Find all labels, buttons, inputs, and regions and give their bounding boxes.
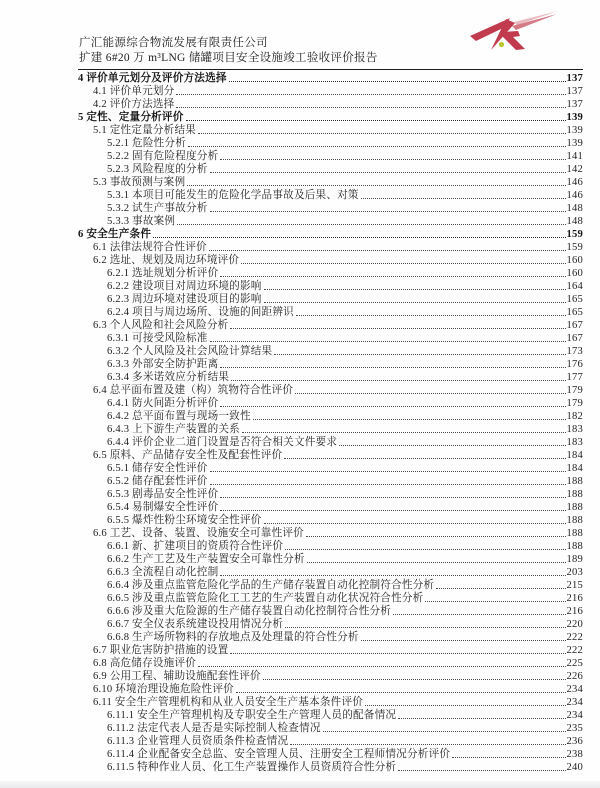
toc-entry (78, 163, 583, 176)
company-name: 广汇能源综合物流发展有限责任公司 (79, 37, 268, 49)
toc-dot-leader (230, 328, 565, 329)
toc-entry (78, 631, 583, 644)
toc-dot-leader (284, 458, 565, 459)
toc-entry-label: 5 定性、定量分析评价 (78, 112, 184, 123)
toc-entry-label: 6.4.3 上下游生产装置的关系 (107, 424, 240, 435)
toc-entry-page: 165 (566, 294, 583, 305)
toc-entry (78, 514, 583, 527)
toc-dot-leader (220, 575, 565, 576)
toc-entry-label: 6.6.3 全流程自动化控制 (107, 567, 219, 578)
toc-dot-leader (198, 666, 565, 667)
toc-entry-label: 6.5.1 储存安全性评价 (107, 463, 208, 474)
toc-entry-label: 6.5.4 易制爆安全性评价 (107, 502, 219, 513)
toc-entry (78, 137, 583, 150)
toc-entry-label: 6.3 个人风险和社会风险分析 (93, 320, 229, 331)
toc-dot-leader (274, 354, 565, 355)
toc-entry-label: 6.4 总平面布置及建（构）筑物符合性评价 (93, 385, 294, 396)
toc-entry-label: 6.5.2 储存配套性评价 (107, 476, 208, 487)
toc-entry-label: 5.3.1 本项目可能发生的危险化学品事故及后果、对策 (107, 190, 359, 201)
toc-entry-page: 216 (566, 606, 583, 617)
toc-entry-label: 6.6 工艺、设备、装置、设施安全可靠性评价 (93, 528, 304, 539)
toc-entry-page: 222 (566, 632, 583, 643)
toc-entry (78, 722, 583, 735)
toc-entry (78, 735, 583, 748)
toc-entry (78, 644, 583, 657)
toc-entry-page: 164 (566, 281, 583, 292)
toc-entry-label: 5.3.3 事故案例 (107, 216, 176, 227)
toc-entry-label: 6.2 选址、规划及周边环境评价 (93, 255, 240, 266)
toc-entry (78, 358, 583, 371)
toc-entry (78, 579, 583, 592)
toc-entry (78, 319, 583, 332)
toc-entry-label: 6.5.5 爆炸性粉尘环境安全性评价 (107, 515, 262, 526)
toc-entry (78, 410, 583, 423)
toc-dot-leader (209, 250, 566, 251)
toc-entry (78, 553, 583, 566)
toc-entry-page: 177 (566, 372, 583, 383)
toc-dot-leader (176, 107, 565, 108)
toc-entry-label: 6.7 职业危害防护措施的设置 (93, 645, 229, 656)
toc-entry (78, 618, 583, 631)
toc-entry-label: 6.9 公用工程、辅助设施配套性评价 (93, 671, 261, 682)
toc-entry-page: 188 (566, 502, 583, 513)
toc-entry-page: 234 (566, 697, 583, 708)
toc-entry-label: 6.4.4 评价企业二道门设置是否符合相关文件要求 (107, 437, 338, 448)
toc-entry-page: 182 (566, 411, 583, 422)
toc-entry (78, 670, 583, 683)
toc-entry-page: 173 (566, 346, 583, 357)
toc-entry-page: 137 (566, 86, 583, 97)
toc-entry-label: 6.5 原料、产品储存安全性及配套性评价 (93, 450, 283, 461)
toc-entry-label: 6.1 法律法规符合性评价 (93, 242, 207, 253)
toc-entry-page: 148 (566, 216, 583, 227)
toc-dot-leader (452, 757, 565, 758)
toc-dot-leader (242, 432, 566, 433)
toc-entry (78, 488, 583, 501)
toc-dot-leader (210, 484, 566, 485)
toc-entry-label: 5.2.1 危险性分析 (107, 138, 187, 149)
toc-dot-leader (264, 289, 566, 290)
toc-entry (78, 748, 583, 761)
toc-entry (78, 267, 583, 280)
toc-entry-label: 5.3 事故预测与案例 (93, 177, 186, 188)
toc-entry-page: 179 (566, 398, 583, 409)
report-title: 扩建 6#20 万 m³LNG 储罐项目安全设施竣工验收评价报告 (79, 52, 378, 64)
toc-dot-leader (264, 523, 566, 524)
toc-entry-label: 6.2.3 周边环境对建设项目的影响 (107, 294, 262, 305)
toc-entry-page: 137 (566, 99, 583, 110)
toc-entry-label: 6 安全生产条件 (78, 229, 152, 240)
toc-entry-page: 234 (566, 710, 583, 721)
toc-entry-page: 220 (566, 619, 583, 630)
toc-entry-page: 226 (566, 671, 583, 682)
toc-dot-leader (186, 120, 566, 121)
toc-entry-page: 167 (566, 333, 583, 344)
toc-entry (78, 280, 583, 293)
toc-entry (78, 527, 583, 540)
toc-entry-page: 188 (566, 528, 583, 539)
toc-entry-label: 6.2.2 建设项目对周边环境的影响 (107, 281, 262, 292)
toc-entry-label: 5.1 定性定量分析结果 (93, 125, 197, 136)
toc-dot-leader (425, 601, 565, 602)
toc-entry-label: 6.11.2 法定代表人是否是实际控制人检查情况 (107, 723, 321, 734)
toc-entry-page: 148 (566, 203, 583, 214)
toc-entry (78, 696, 583, 709)
toc-dot-leader (285, 627, 565, 628)
toc-entry-page: 160 (566, 255, 583, 266)
toc-dot-leader (253, 419, 566, 420)
toc-entry-page: 188 (566, 541, 583, 552)
toc-entry-label: 6.6.5 涉及重点监管危险化工工艺的生产装置自动化状况符合性分析 (107, 593, 424, 604)
toc-entry-label: 6.8 高危储存设施评价 (93, 658, 197, 669)
toc-entry-page: 165 (566, 307, 583, 318)
toc-entry-label: 6.4.2 总平面布置与现场一致性 (107, 411, 251, 422)
toc-entry-label: 5.2.2 固有危险程度分析 (107, 151, 219, 162)
toc-entry-page: 139 (566, 112, 583, 123)
toc-dot-leader (236, 692, 566, 693)
toc-dot-leader (339, 445, 565, 446)
toc-entry-label: 6.10 环境治理设施危险性评价 (93, 684, 234, 695)
toc-entry-page: 146 (566, 177, 583, 188)
toc-dot-leader (188, 146, 565, 147)
header-divider (78, 69, 583, 70)
toc-entry (78, 566, 583, 579)
toc-entry-page: 167 (566, 320, 583, 331)
toc-entry (78, 72, 583, 85)
toc-entry-label: 6.6.6 涉及重大危险源的生产储存装置自动化控制符合性分析 (107, 606, 392, 617)
toc-entry-page: 160 (566, 268, 583, 279)
toc-entry-page: 183 (566, 424, 583, 435)
toc-entry-label: 6.11.3 企业管理人员资质条件检查情况 (107, 736, 289, 747)
toc-dot-leader (365, 705, 565, 706)
toc-dot-leader (176, 94, 565, 95)
toc-entry-page: 159 (566, 229, 583, 240)
toc-entry (78, 761, 583, 774)
toc-entry (78, 436, 583, 449)
toc-dot-leader (220, 276, 565, 277)
toc-entry (78, 657, 583, 670)
toc-dot-leader (436, 588, 565, 589)
toc-entry-label: 6.6.7 安全仪表系统建设投用情况分析 (107, 619, 284, 630)
table-of-contents (78, 72, 583, 774)
toc-dot-leader (187, 185, 565, 186)
toc-entry (78, 124, 583, 137)
toc-entry-label: 6.2.4 项目与周边场所、设施的间距辨识 (107, 307, 294, 318)
toc-entry (78, 202, 583, 215)
toc-entry-page: 188 (566, 489, 583, 500)
toc-entry-label: 6.5.3 剧毒品安全性评价 (107, 489, 219, 500)
toc-entry-label: 5.2.3 风险程度的分析 (107, 164, 208, 175)
toc-entry-label: 4.1 评价单元划分 (93, 86, 175, 97)
toc-entry-page: 139 (566, 125, 583, 136)
toc-dot-leader (306, 536, 566, 537)
toc-entry-label: 6.3.4 多米诺效应分析结果 (107, 372, 230, 383)
toc-entry (78, 306, 583, 319)
toc-dot-leader (220, 406, 565, 407)
toc-entry (78, 371, 583, 384)
toc-dot-leader (295, 393, 565, 394)
toc-entry-label: 6.6.8 生产场所物料的存放地点及处理量的符合性分析 (107, 632, 359, 643)
toc-entry-page: 189 (566, 554, 583, 565)
toc-entry (78, 332, 583, 345)
toc-entry (78, 423, 583, 436)
toc-dot-leader (285, 549, 565, 550)
toc-entry (78, 345, 583, 358)
toc-dot-leader (153, 237, 565, 238)
toc-entry-page: 137 (566, 73, 583, 84)
toc-dot-leader (210, 211, 566, 212)
toc-entry-page: 238 (566, 749, 583, 760)
toc-dot-leader (220, 510, 565, 511)
toc-entry-label: 4.2 评价方法选择 (93, 99, 175, 110)
toc-dot-leader (241, 263, 565, 264)
toc-entry-label: 6.11 安全生产管理机构和从业人员安全生产基本条件评价 (93, 697, 364, 708)
toc-entry-page: 216 (566, 593, 583, 604)
toc-entry-label: 6.2.1 选址规划分析评价 (107, 268, 219, 279)
toc-entry-label: 6.6.4 涉及重点监管危险化学品的生产储存装置自动化控制符合性分析 (107, 580, 435, 591)
toc-entry-page: 236 (566, 736, 583, 747)
toc-entry-label: 6.6.2 生产工艺及生产装置安全可靠性分析 (107, 554, 305, 565)
toc-entry-page: 184 (566, 463, 583, 474)
toc-entry (78, 215, 583, 228)
toc-entry-page: 141 (566, 151, 583, 162)
toc-entry-page: 203 (566, 567, 583, 578)
toc-entry (78, 592, 583, 605)
toc-entry-page: 159 (566, 242, 583, 253)
toc-dot-leader (361, 198, 566, 199)
toc-dot-leader (264, 302, 566, 303)
scan-page-edge (0, 781, 600, 788)
toc-dot-leader (210, 471, 566, 472)
toc-entry (78, 605, 583, 618)
toc-entry-page: 234 (566, 684, 583, 695)
toc-entry (78, 683, 583, 696)
toc-entry-page: 240 (566, 762, 583, 773)
toc-dot-leader (230, 653, 565, 654)
toc-entry (78, 98, 583, 111)
toc-dot-leader (220, 497, 565, 498)
toc-dot-leader (393, 614, 565, 615)
toc-entry (78, 85, 583, 98)
toc-entry (78, 228, 583, 241)
toc-entry-label: 6.11.5 特种作业人员、化工生产装置操作人员资质符合性分析 (107, 762, 397, 773)
toc-dot-leader (323, 731, 566, 732)
toc-entry (78, 462, 583, 475)
toc-entry-page: 179 (566, 385, 583, 396)
toc-entry (78, 449, 583, 462)
toc-entry-page: 176 (566, 359, 583, 370)
toc-entry-page: 222 (566, 645, 583, 656)
toc-dot-leader (210, 172, 566, 173)
toc-entry (78, 501, 583, 514)
toc-entry-label: 6.4.1 防火间距分析评价 (107, 398, 219, 409)
toc-entry (78, 475, 583, 488)
toc-entry-page: 142 (566, 164, 583, 175)
toc-entry (78, 150, 583, 163)
toc-entry (78, 709, 583, 722)
toc-entry (78, 293, 583, 306)
toc-entry-label: 6.3.1 可接受风险标准 (107, 333, 208, 344)
toc-entry-label: 6.3.2 个人风险及社会风险计算结果 (107, 346, 273, 357)
toc-entry-page: 146 (566, 190, 583, 201)
toc-dot-leader (361, 640, 566, 641)
toc-dot-leader (198, 133, 565, 134)
toc-entry-page: 188 (566, 515, 583, 526)
toc-dot-leader (177, 224, 565, 225)
toc-entry-label: 5.3.2 试生产事故分析 (107, 203, 208, 214)
toc-entry-page: 184 (566, 450, 583, 461)
toc-entry-page: 225 (566, 658, 583, 669)
company-logo-icon (470, 10, 558, 50)
toc-entry (78, 176, 583, 189)
toc-entry-label: 4 评价单元划分及评价方法选择 (78, 73, 227, 84)
toc-dot-leader (307, 562, 566, 563)
toc-entry-label: 6.11.1 安全生产管理机构及专职安全生产管理人员的配备情况 (107, 710, 397, 721)
toc-entry-label: 6.6.1 新、扩建项目的资质符合性评价 (107, 541, 284, 552)
toc-entry (78, 254, 583, 267)
toc-dot-leader (398, 770, 565, 771)
toc-entry (78, 189, 583, 202)
toc-entry-page: 183 (566, 437, 583, 448)
toc-entry-page: 215 (566, 580, 583, 591)
toc-entry (78, 241, 583, 254)
toc-entry-page: 139 (566, 138, 583, 149)
toc-entry (78, 111, 583, 124)
toc-dot-leader (231, 380, 565, 381)
toc-dot-leader (263, 679, 566, 680)
toc-dot-leader (229, 81, 566, 82)
toc-dot-leader (220, 159, 565, 160)
toc-entry (78, 540, 583, 553)
toc-entry-page: 235 (566, 723, 583, 734)
toc-dot-leader (296, 315, 566, 316)
toc-entry (78, 397, 583, 410)
toc-entry-label: 6.3.3 外部安全防护距离 (107, 359, 219, 370)
toc-dot-leader (290, 744, 565, 745)
toc-dot-leader (210, 341, 566, 342)
toc-entry-page: 188 (566, 476, 583, 487)
toc-entry-label: 6.11.4 企业配备安全总监、安全管理人员、注册安全工程师情况分析评价 (107, 749, 451, 760)
toc-dot-leader (398, 718, 565, 719)
toc-entry (78, 384, 583, 397)
toc-dot-leader (220, 367, 565, 368)
